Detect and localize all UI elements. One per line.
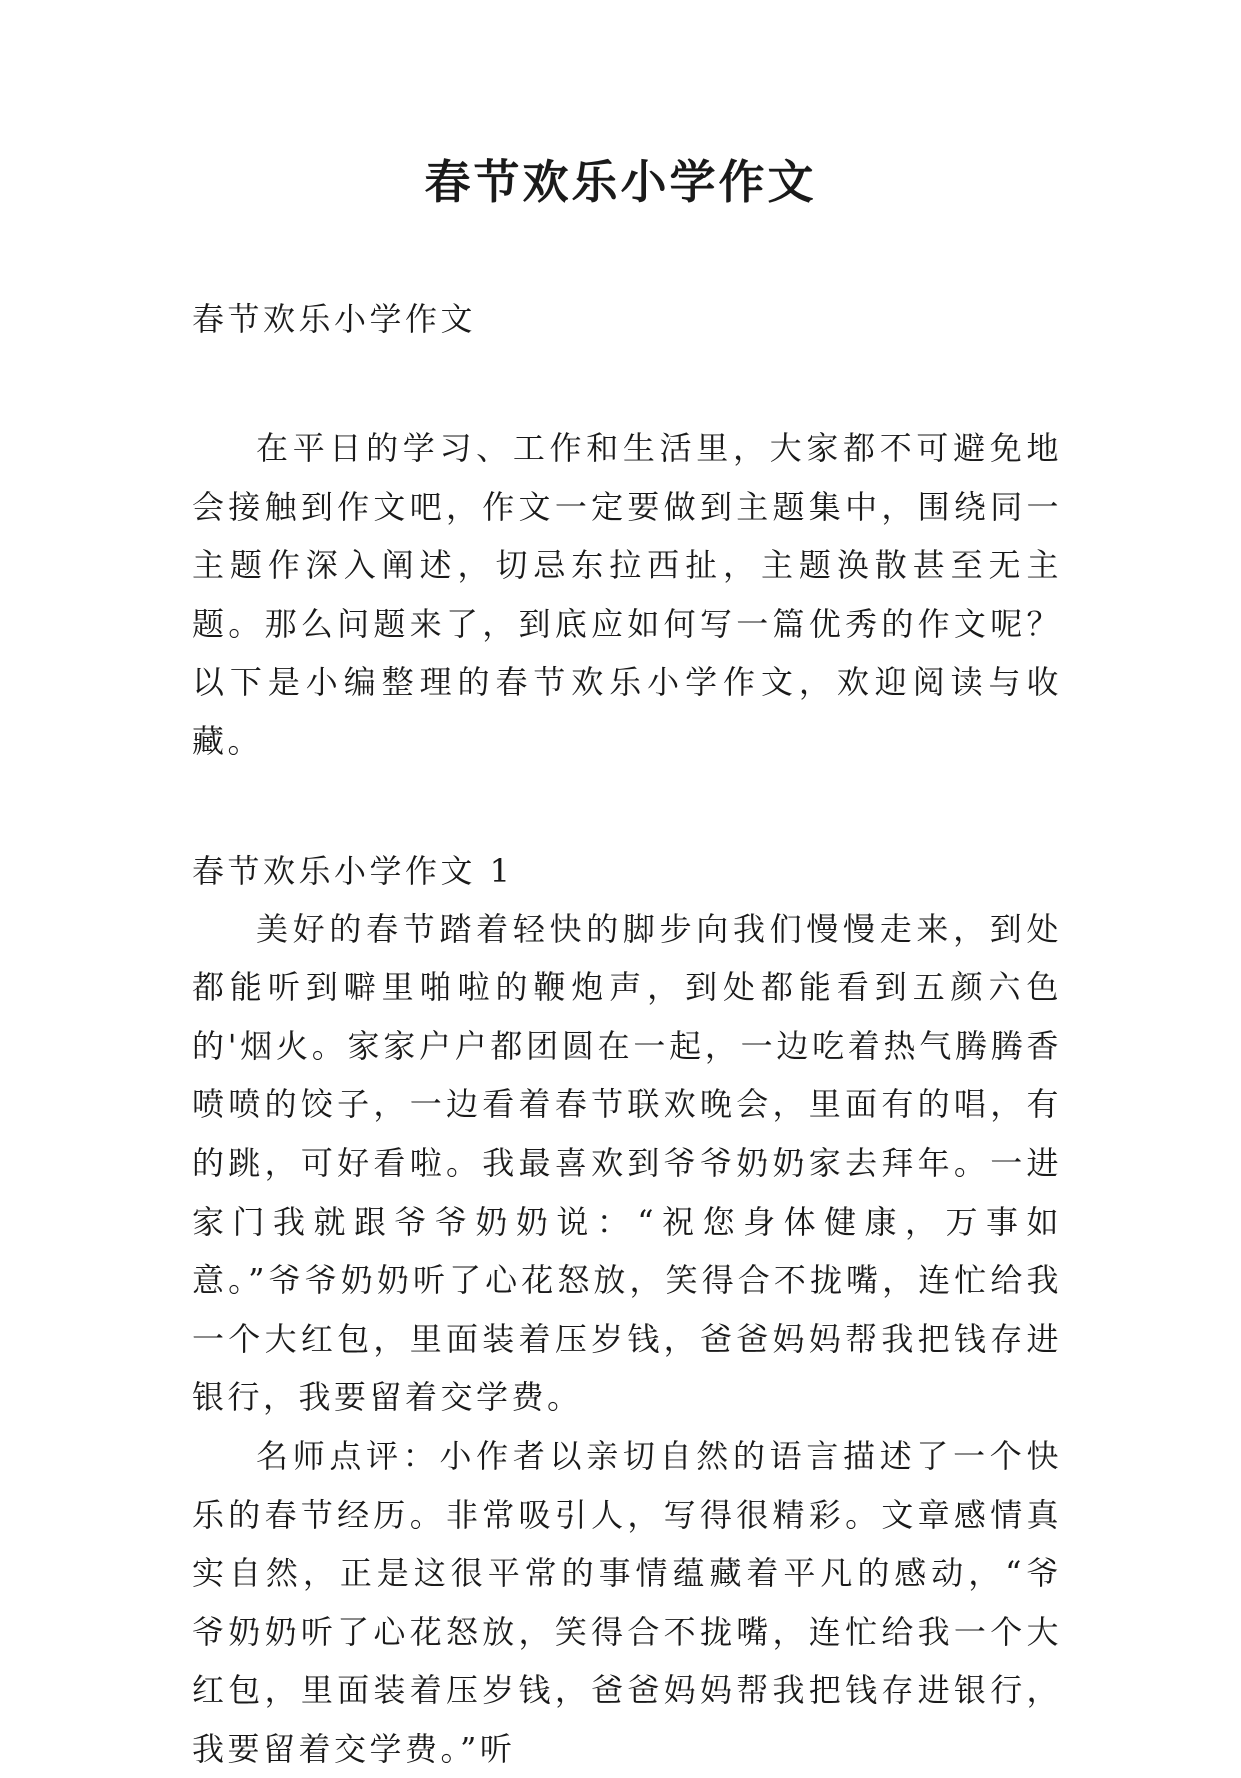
document-body [192,290,1062,1778]
teacher-comment-paragraph: 名师点评：小作者以亲切自然的语言描述了一个快乐的春节经历。非常吸引人，写得很精彩。文章感情真实自然，正是这很平常的事情蕴藏着平凡的感动，“爷爷奶奶听了心花怒放，笑得合不拢嘴，连忙给我一个大红包，里面装着压岁钱，爸爸妈妈帮我把钱存进银行，我要留着交学费。”听 [192,1436,1062,1768]
intro-paragraph: 在平日的学习、工作和生活里，大家都不可避免地会接触到作文吧，作文一定要做到主题集中，围绕同一主题作深入阐述，切忌东拉西扯，主题涣散甚至无主题。那么问题来了，到底应如何写一篇优秀的作文呢？以下是小编整理的春节欢乐小学作文，欢迎阅读与收藏。 [192,429,1062,760]
document-title: 春节欢乐小学作文 [424,155,817,209]
essay-paragraph: 美好的春节踏着轻快的脚步向我们慢慢走来，到处都能听到噼里啪啦的鞭炮声，到处都能看到五颜六色的'烟火。家家户户都团圆在一起，一边吃着热气腾腾香喷喷的饺子，一边看着春节联欢晚会，里面有的唱，有的跳，可好看啦。我最喜欢到爷爷奶奶家去拜年。一进家门我就跟爷爷奶奶说：“祝您身体健康，万事如意。”爷爷奶奶听了心花怒放，笑得合不拢嘴，连忙给我一个大红包，里面装着压岁钱，爸爸妈妈帮我把钱存进银行，我要留着交学费。 [192,909,1062,1417]
section-heading: 春节欢乐小学作文 1 [192,851,514,890]
document-subtitle: 春节欢乐小学作文 [192,300,477,338]
